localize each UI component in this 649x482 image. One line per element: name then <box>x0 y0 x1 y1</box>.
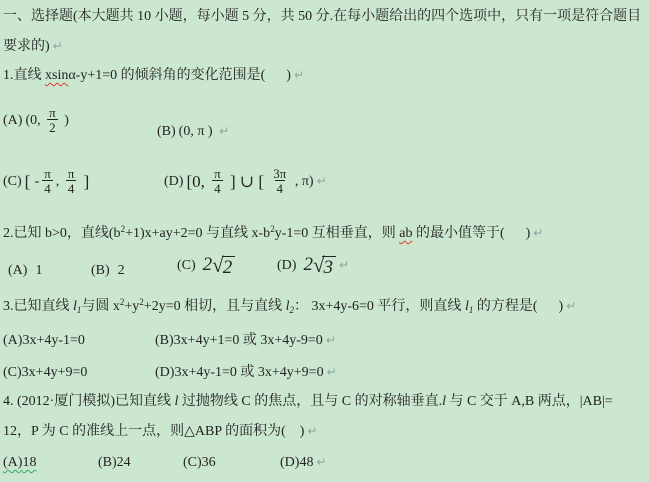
paragraph-mark-icon: ↵ <box>325 333 336 347</box>
coefficient: 2 <box>202 254 213 275</box>
coefficient: 2 <box>303 254 313 275</box>
q3-option-a <box>3 331 85 350</box>
fraction <box>66 167 77 195</box>
paragraph-mark-icon: ↵ <box>533 226 544 240</box>
subscript: 1 <box>468 305 474 315</box>
paragraph-mark-icon: ↵ <box>316 173 327 188</box>
q1-option-a <box>3 106 69 134</box>
line-symbol: l <box>174 394 179 409</box>
subscript: 2 <box>289 305 294 315</box>
q2-stem-flagged-word: ab <box>399 226 413 241</box>
q2-option-a-text: 1 <box>35 263 43 278</box>
q1-option-b-label: (B) <box>157 124 176 139</box>
q1-option-c-label: (C) <box>3 173 22 189</box>
fraction-denominator: 4 <box>276 181 284 196</box>
q1-option-d-text: , π) <box>291 173 314 189</box>
radical-icon: √ <box>312 253 325 277</box>
q1-stem <box>3 66 304 85</box>
q3-stem-text: +2y=0 相切，且与直线 <box>143 299 286 314</box>
paragraph-mark-icon: ↵ <box>338 258 350 272</box>
radicand: 3 <box>322 256 336 277</box>
q4-option-c <box>183 453 216 472</box>
q2-option-c-label: (C) <box>177 258 196 273</box>
close-bracket: ] <box>79 171 90 191</box>
q2-stem-text: +1)x+ay+2=0 与直线 x-b <box>125 226 271 241</box>
q4-option-a <box>3 453 36 472</box>
q4-stem-line2 <box>3 422 317 441</box>
q1-option-d <box>164 167 327 195</box>
line-symbol: l <box>464 299 469 314</box>
q2-option-a-label: (A) <box>8 263 28 278</box>
paragraph-mark-icon: ↵ <box>219 124 230 138</box>
q4-option-a-label: (A) <box>3 455 23 470</box>
fraction <box>271 167 288 195</box>
q1-option-b <box>157 122 229 141</box>
q2-option-a <box>8 261 42 280</box>
minus-sign: - <box>34 173 40 189</box>
q4-stem-text: 12，P 为 C 的准线上一点，则△ABP 的面积为( ) <box>3 424 305 439</box>
q2-option-c <box>177 254 235 277</box>
q2-option-d <box>277 254 349 277</box>
q1-option-a-text: ) <box>60 112 69 128</box>
q3-option-b <box>155 331 336 350</box>
fraction-numerator: π <box>214 166 221 181</box>
q4-option-c-label: (C) <box>183 455 202 470</box>
comma: , <box>55 173 63 189</box>
q3-stem-text: 3.已知直线 <box>3 299 73 314</box>
superscript: 2 <box>270 224 275 234</box>
line-symbol: l <box>73 299 77 314</box>
line-symbol: l <box>285 299 290 314</box>
q3-option-d-text: 3x+4y-1=0 或 3x+4y+9=0 <box>174 365 324 380</box>
fraction-numerator: π <box>49 105 56 120</box>
paragraph-mark-icon: ↵ <box>52 39 63 53</box>
open-bracket: [0, <box>186 171 210 191</box>
q1-option-a-text: (0, <box>25 112 45 128</box>
q4-option-a-flagged <box>3 455 36 470</box>
q4-option-a-text: 18 <box>22 455 37 470</box>
q4-option-d <box>280 453 327 472</box>
q3-option-d-label: (D) <box>155 365 175 380</box>
q2-option-b <box>91 261 125 280</box>
fraction <box>42 167 53 195</box>
paragraph-mark-icon: ↵ <box>316 455 327 469</box>
q4-option-b-label: (B) <box>98 455 117 470</box>
q4-stem-text: 与 C 交于 A,B 两点，|AB|= <box>445 394 613 409</box>
header-line1: 一、选择题(本大题共 10 小题，每小题 5 分，共 50 分.在每小题给出的四个选项中，只有一项是符合题目 <box>3 9 642 24</box>
superscript: 2 <box>119 297 125 307</box>
q3-stem-text: +y <box>124 299 140 314</box>
q3-option-c-label: (C) <box>3 365 22 380</box>
paragraph-mark-icon: ↵ <box>326 365 337 379</box>
q4-stem-text: 过抛物线 C 的焦点，且与 C 的对称轴垂直. <box>178 394 443 409</box>
q1-option-c <box>3 167 89 195</box>
q4-option-c-text: 36 <box>201 455 216 470</box>
q2-stem <box>3 224 543 244</box>
q4-option-b-text: 24 <box>116 455 131 470</box>
fraction-denominator: 2 <box>49 120 56 135</box>
q1-option-a-label: (A) <box>3 112 23 128</box>
subscript: 1 <box>76 305 82 315</box>
q3-option-a-text: 3x+4y-1=0 <box>22 333 85 348</box>
q4-option-d-label: (D) <box>280 455 300 470</box>
q1-option-b-text: (0, π ) <box>178 124 217 139</box>
line-symbol: l <box>442 394 446 409</box>
radicand: 2 <box>222 256 236 277</box>
q3-stem <box>3 297 576 317</box>
fraction-denominator: 4 <box>44 181 51 196</box>
radical-icon: √ <box>212 253 224 277</box>
q3-stem-text: ： 3x+4y-6=0 平行，则直线 <box>293 299 465 314</box>
superscript: 2 <box>139 297 144 307</box>
q3-option-b-label: (B) <box>155 333 174 348</box>
fraction <box>212 167 223 195</box>
q3-stem-text: 的方程是( ) <box>473 299 564 314</box>
fraction-numerator: 3π <box>273 166 287 181</box>
q2-option-c-formula <box>203 254 236 277</box>
q4-option-b <box>98 453 131 472</box>
q4-stem-text: 4. (2012·厦门模拟)已知直线 <box>3 394 175 409</box>
q3-option-d <box>155 363 337 382</box>
q2-stem-text: 的最小值等于( ) <box>412 226 531 241</box>
header-line2 <box>3 37 63 56</box>
fraction-denominator: 4 <box>67 181 75 196</box>
q2-option-b-label: (B) <box>91 263 110 278</box>
q3-option-b-text: 3x+4y+1=0 或 3x+4y-9=0 <box>173 333 323 348</box>
q2-option-d-label: (D) <box>277 258 297 273</box>
fraction-denominator: 4 <box>214 181 221 196</box>
q4-option-d-text: 48 <box>299 455 314 470</box>
open-bracket: [ <box>24 171 35 191</box>
q3-option-c-text: 3x+4y+9=0 <box>21 365 88 380</box>
q1-stem-flagged-word: xsin <box>45 68 69 83</box>
fraction-numerator: π <box>67 166 75 181</box>
paragraph-mark-icon: ↵ <box>307 424 318 438</box>
q3-option-a-label: (A) <box>3 333 23 348</box>
q2-option-d-formula <box>303 254 336 277</box>
q2-stem-text: y-1=0 互相垂直，则 <box>274 226 400 241</box>
q1-option-d-label: (D) <box>164 173 184 189</box>
q3-option-c <box>3 363 87 382</box>
q1-stem-text: α-y+1=0 的倾斜角的变化范围是( ) <box>68 68 291 83</box>
paragraph-mark-icon: ↵ <box>566 299 577 313</box>
q3-stem-text: 与圆 x <box>81 299 120 314</box>
superscript: 2 <box>120 224 126 234</box>
q4-stem-line1 <box>3 392 613 411</box>
fraction <box>47 106 58 134</box>
q2-stem-text: 2.已知 b>0，直线(b <box>3 226 121 241</box>
fraction-numerator: π <box>44 166 51 181</box>
header-line2-text: 要求的) <box>3 39 50 54</box>
q2-option-b-text: 2 <box>117 263 125 278</box>
union-symbol: ] ∪ [ <box>225 171 269 191</box>
q1-stem-text: 1.直线 <box>3 68 45 83</box>
paragraph-mark-icon: ↵ <box>293 68 305 82</box>
